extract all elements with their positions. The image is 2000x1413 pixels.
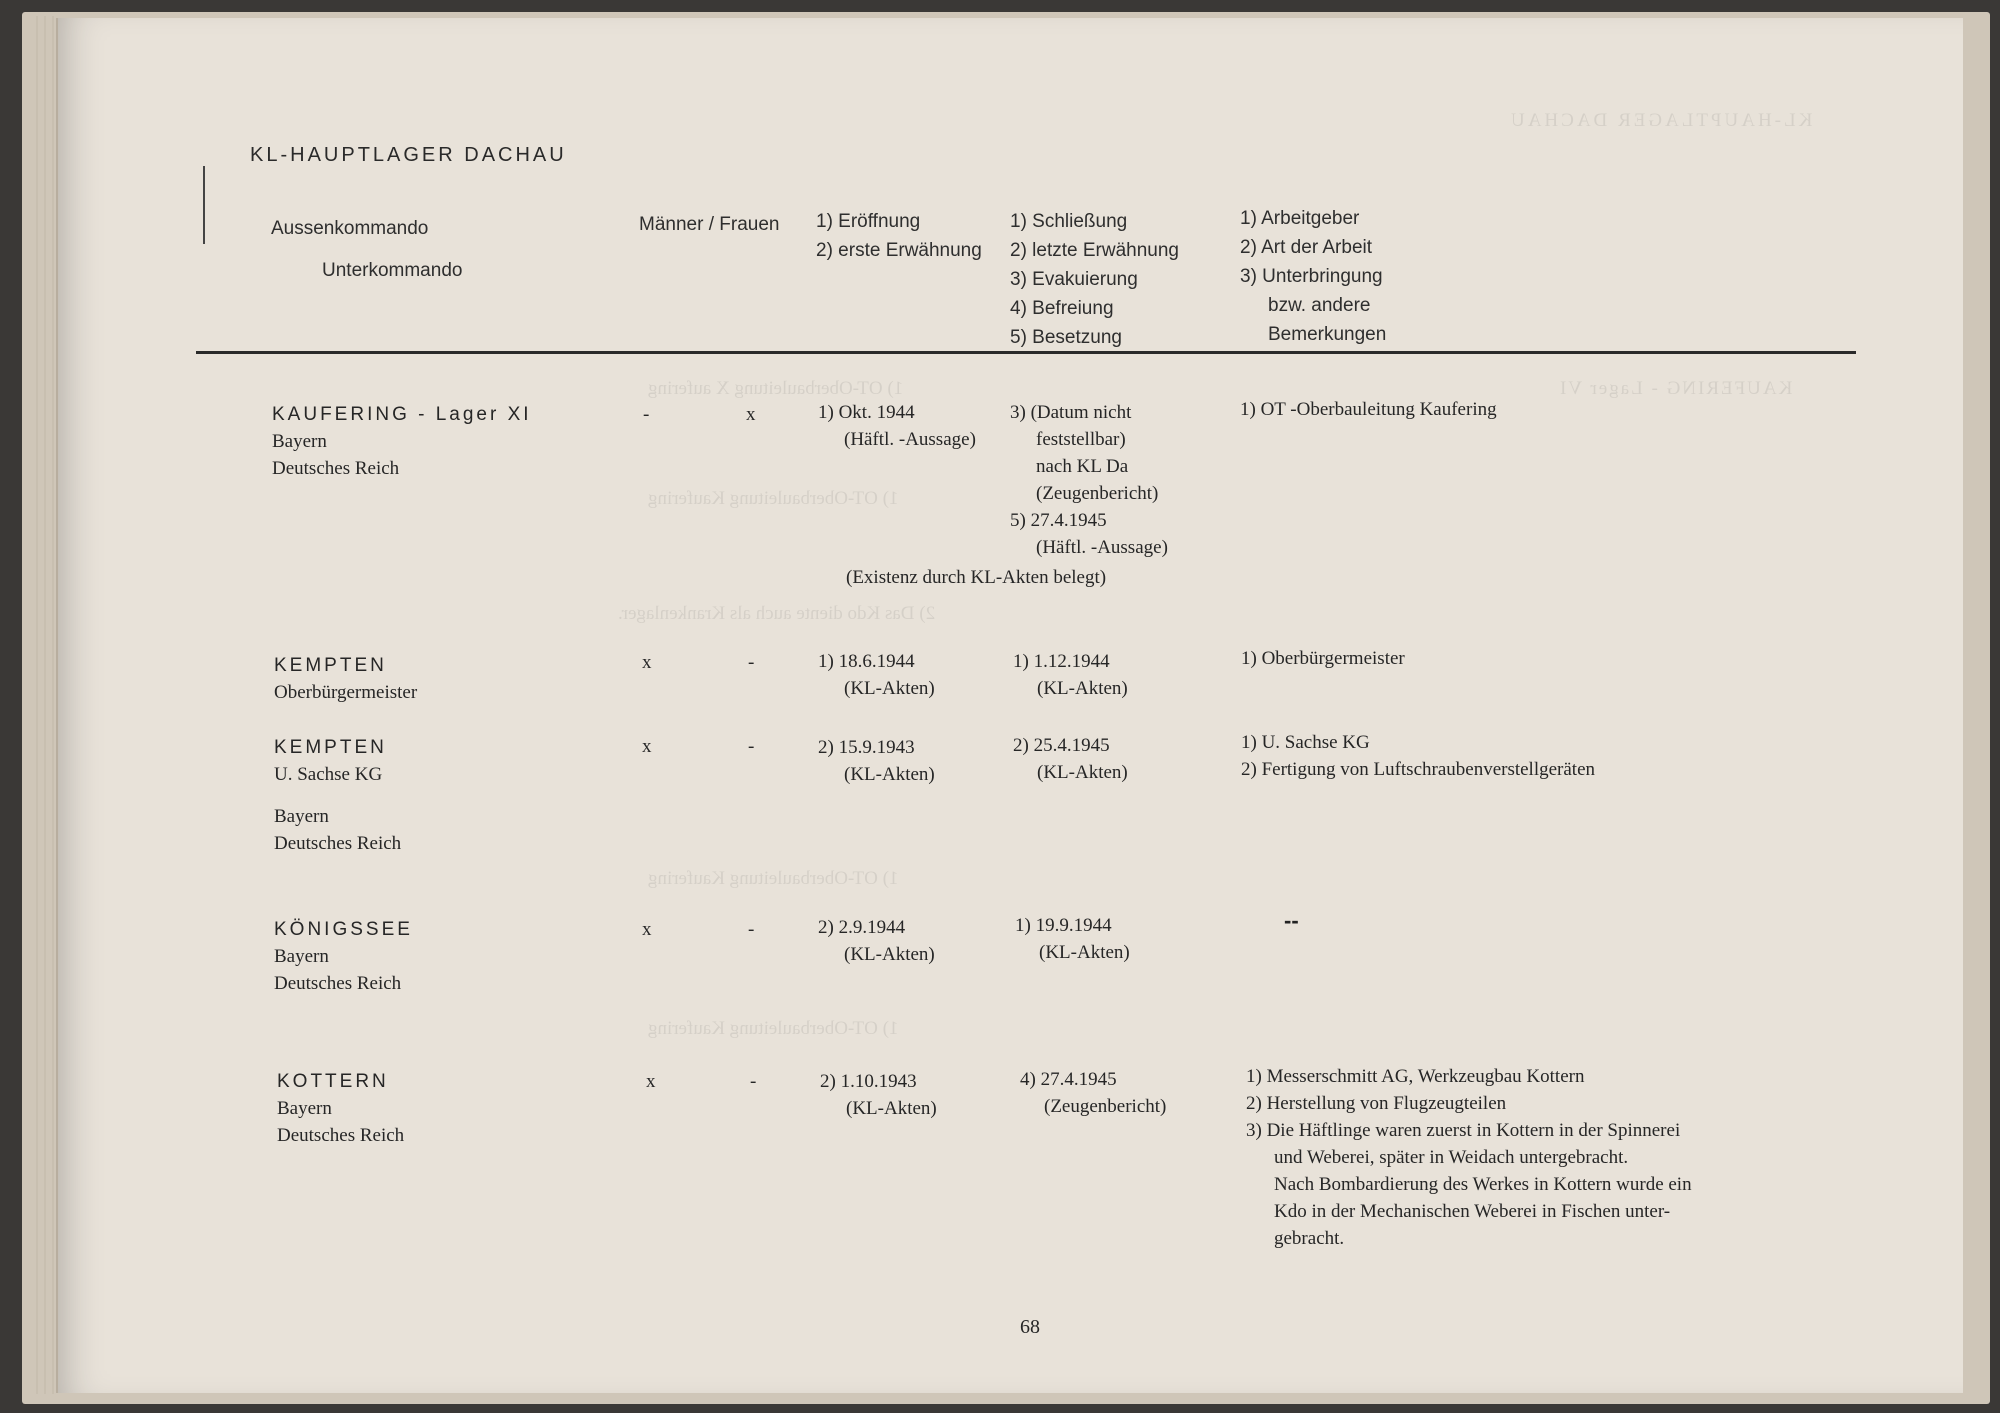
camp-region: Bayern	[277, 1098, 332, 1119]
camp-subcommand: Oberbürgermeister	[274, 682, 418, 703]
header-employer-line: Bemerkungen	[1268, 324, 1387, 345]
camp-country: Deutsches Reich	[274, 833, 402, 854]
men-mark: x	[642, 919, 652, 940]
header-divider	[203, 166, 205, 244]
employer-line: 2) Herstellung von Flugzeugteilen	[1246, 1093, 1507, 1114]
closing-cell	[1013, 732, 1128, 786]
closing-line: 1) 19.9.1944	[1015, 915, 1112, 936]
camp-name: KÖNIGSSEE	[274, 919, 413, 940]
header-employer-line: 1) Arbeitgeber	[1240, 208, 1360, 229]
row-koenigssee	[274, 916, 413, 997]
header-employer-line: bzw. andere	[1268, 295, 1371, 316]
header-closing-line: 2) letzte Erwähnung	[1010, 240, 1179, 261]
page-edge	[44, 16, 46, 1394]
women-mark: -	[750, 1071, 757, 1092]
men-mark: x	[642, 652, 652, 673]
header-closing-line: 5) Besetzung	[1010, 327, 1122, 348]
camp-name: KOTTERN	[277, 1071, 389, 1092]
closing-line: (Häftl. -Aussage)	[1036, 537, 1168, 558]
header-employer	[1240, 204, 1386, 349]
employer-cell	[1241, 729, 1595, 783]
closing-line: (KL-Akten)	[1037, 678, 1128, 699]
closing-line: 4) 27.4.1945	[1020, 1069, 1117, 1090]
camp-region: Bayern	[272, 431, 327, 452]
employer-line: 1) OT -Oberbauleitung Kaufering	[1240, 399, 1497, 420]
camp-name: KEMPTEN	[274, 655, 387, 676]
page-title: KL-HAUPTLAGER DACHAU	[250, 144, 567, 166]
header-rule	[196, 351, 1856, 354]
employer-line: Nach Bombardierung des Werkes in Kottern wurde ein	[1274, 1174, 1692, 1195]
row-kempten-sachse	[274, 734, 401, 857]
header-closing	[1010, 207, 1179, 352]
women-mark: -	[748, 919, 755, 940]
employer-dash: --	[1284, 908, 1299, 933]
header-opening-line: 2) erste Erwähnung	[816, 240, 982, 261]
opening-line: 2) 1.10.1943	[820, 1071, 917, 1092]
header-closing-line: 1) Schließung	[1010, 211, 1128, 232]
camp-region: Bayern	[274, 946, 329, 967]
opening-line: (Häftl. -Aussage)	[844, 429, 976, 450]
closing-line: 3) (Datum nicht	[1010, 402, 1132, 423]
page-number: 68	[1020, 1316, 1040, 1338]
women-mark: x	[746, 404, 756, 425]
row-kempten-ob	[274, 652, 417, 706]
closing-line: (KL-Akten)	[1037, 762, 1128, 783]
camp-country: Deutsches Reich	[272, 458, 400, 479]
employer-cell	[1240, 396, 1497, 423]
women-mark: -	[748, 736, 755, 757]
opening-line: 2) 2.9.1944	[818, 917, 906, 938]
opening-line: 1) 18.6.1944	[818, 651, 915, 672]
camp-name: KAUFERING - Lager XI	[272, 404, 532, 425]
camp-subcommand: U. Sachse KG	[274, 764, 383, 785]
men-mark: x	[646, 1071, 656, 1092]
opening-cell	[820, 1068, 937, 1122]
employer-line: gebracht.	[1274, 1228, 1345, 1249]
opening-line: 1) Okt. 1944	[818, 402, 915, 423]
closing-line: (Zeugenbericht)	[1036, 483, 1159, 504]
row-kottern	[277, 1068, 404, 1149]
closing-line: (Zeugenbericht)	[1044, 1096, 1167, 1117]
closing-line: 1) 1.12.1944	[1013, 651, 1110, 672]
camp-name: KEMPTEN	[274, 737, 387, 758]
camp-country: Deutsches Reich	[274, 973, 402, 994]
opening-line: (KL-Akten)	[846, 1098, 937, 1119]
closing-line: nach KL Da	[1036, 456, 1129, 477]
women-mark: -	[748, 652, 755, 673]
opening-line: (KL-Akten)	[844, 678, 935, 699]
opening-line: 2) 15.9.1943	[818, 737, 915, 758]
header-opening-line: 1) Eröffnung	[816, 211, 921, 232]
camp-country: Deutsches Reich	[277, 1125, 405, 1146]
employer-line: 1) Oberbürgermeister	[1241, 648, 1405, 669]
closing-cell	[1010, 399, 1168, 561]
header-unterkommando: Unterkommando	[322, 260, 463, 281]
closing-cell	[1015, 912, 1130, 966]
employer-line: 3) Die Häftlinge waren zuerst in Kottern in der Spinnerei	[1246, 1120, 1681, 1141]
closing-cell	[1013, 648, 1128, 702]
row-kaufering	[272, 401, 532, 482]
header-employer-line: 2) Art der Arbeit	[1240, 237, 1373, 258]
bleed-through: KL-HAUPTLAGER DACHAU 1) OT-Oberbauleitung X aufering KAUFERING - Lager VI 1) OT-Oberbauleitung Kaufering 2) Das Kdo diente auch als Krankenlager. 1) OT-Oberbauleitung Kaufering 1) OT-Oberbauleitung Kaufering	[618, 110, 1813, 1039]
employer-line: 1) Messerschmitt AG, Werkzeugbau Kottern	[1246, 1066, 1585, 1087]
closing-line: (KL-Akten)	[1039, 942, 1130, 963]
opening-line: (KL-Akten)	[844, 764, 935, 785]
header-opening	[816, 207, 982, 265]
header-closing-line: 4) Befreiung	[1010, 298, 1114, 319]
employer-line: 2) Fertigung von Luftschraubenverstellgeräten	[1241, 759, 1596, 780]
header-aussenkommando: Aussenkommando	[271, 218, 429, 239]
closing-line: 5) 27.4.1945	[1010, 510, 1107, 531]
opening-line: (KL-Akten)	[844, 944, 935, 965]
employer-cell	[1241, 645, 1405, 672]
men-mark: x	[642, 736, 652, 757]
closing-cell	[1020, 1066, 1166, 1120]
header-closing-line: 3) Evakuierung	[1010, 269, 1138, 290]
existence-note: (Existenz durch KL-Akten belegt)	[846, 567, 1107, 588]
page-edge	[36, 16, 38, 1394]
employer-line: 1) U. Sachse KG	[1241, 732, 1370, 753]
opening-cell	[818, 734, 935, 788]
employer-line: und Weberei, später in Weidach untergebracht.	[1274, 1147, 1629, 1168]
opening-cell	[818, 399, 976, 453]
opening-cell	[818, 648, 935, 702]
header-employer-line: 3) Unterbringung	[1240, 266, 1383, 287]
employer-cell	[1246, 1063, 1692, 1252]
men-mark: -	[643, 404, 650, 425]
document-page	[58, 18, 1963, 1393]
closing-line: feststellbar)	[1036, 429, 1126, 450]
camp-region: Bayern	[274, 806, 329, 827]
page-edge	[52, 16, 54, 1394]
closing-line: 2) 25.4.1945	[1013, 735, 1110, 756]
header-maenner-frauen: Männer / Frauen	[639, 214, 780, 235]
opening-cell	[818, 914, 935, 968]
employer-line: Kdo in der Mechanischen Weberei in Fischen unter-	[1274, 1201, 1671, 1222]
